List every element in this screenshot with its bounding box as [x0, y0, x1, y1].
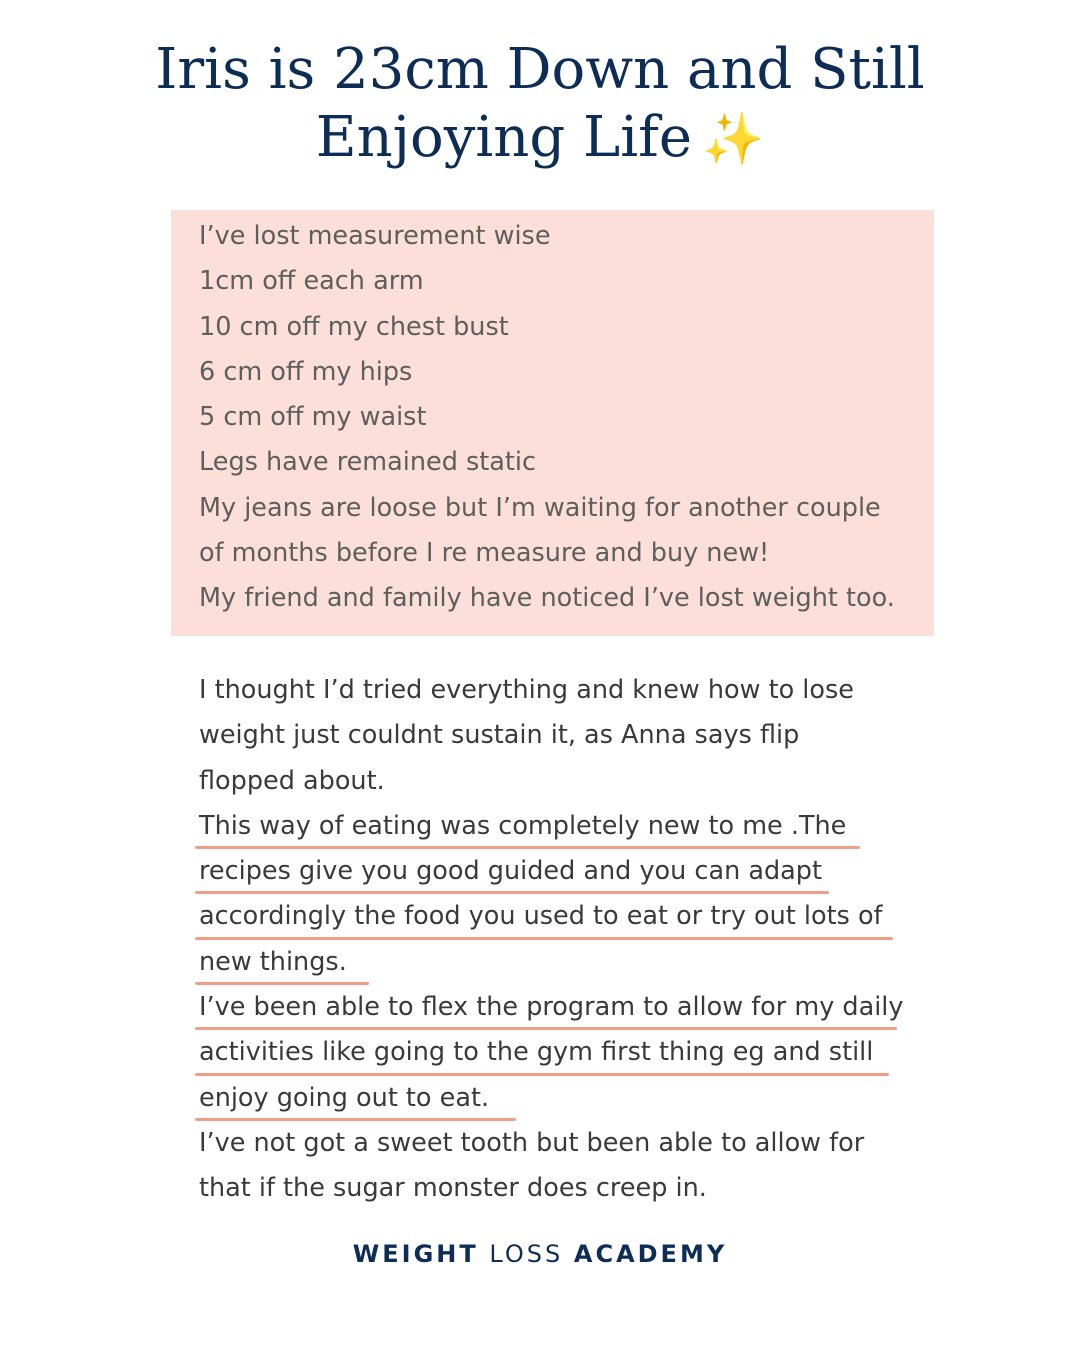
testimonial-line-underlined: I’ve been able to flex the program to allow for my daily: [199, 985, 919, 1030]
page-title: [0, 36, 1080, 173]
testimonial-line: I thought I’d tried everything and knew how to lose: [199, 675, 854, 705]
measurement-line: 5 cm off my waist: [199, 402, 427, 433]
title-line-1: Iris is 23cm Down and Still: [155, 37, 925, 102]
measurement-line: My jeans are loose but I’m waiting for another couple: [199, 492, 881, 523]
testimonial-line: flopped about.: [199, 765, 385, 796]
measurement-line: 6 cm off my hips: [199, 356, 413, 387]
brand-word-weight: WEIGHT: [352, 1240, 479, 1268]
brand-word-loss: LOSS: [489, 1240, 564, 1268]
testimonial-line-underlined: accordingly the food you used to eat or try out lots of: [199, 894, 919, 939]
testimonial-line-underlined: activities like going to the gym first thing eg and still: [199, 1030, 919, 1075]
brand-word-academy: ACADEMY: [573, 1240, 728, 1268]
measurement-line: of months before I re measure and buy new!: [199, 538, 770, 569]
measurement-line: 10 cm off my chest bust: [199, 311, 509, 342]
measurement-line: I’ve lost measurement wise: [199, 221, 551, 251]
testimonial-line-underlined: enjoy going out to eat.: [199, 1076, 919, 1121]
title-line-2: Enjoying Life: [315, 105, 692, 170]
measurement-line: 1cm off each arm: [199, 266, 424, 297]
testimonial-line: that if the sugar monster does creep in.: [199, 1173, 707, 1204]
testimonial-line-underlined: This way of eating was completely new to me .The: [199, 804, 919, 849]
measurement-line: My friend and family have noticed I’ve lost weight too.: [199, 583, 895, 614]
testimonial-line-underlined: new things.: [199, 940, 919, 985]
testimonial-line-underlined: recipes give you good guided and you can adapt: [199, 849, 919, 894]
testimonial-text: [199, 668, 919, 1212]
brand-logo: [0, 1240, 1080, 1268]
title-line-2-wrap: [0, 104, 1080, 173]
testimonial-line: weight just couldnt sustain it, as Anna says flip: [199, 720, 800, 751]
sparkles-icon: ✨: [701, 110, 765, 168]
measurement-line: Legs have remained static: [199, 447, 537, 478]
testimonial-line: I’ve not got a sweet tooth but been able to allow for: [199, 1127, 865, 1158]
measurements-list: [199, 214, 929, 622]
